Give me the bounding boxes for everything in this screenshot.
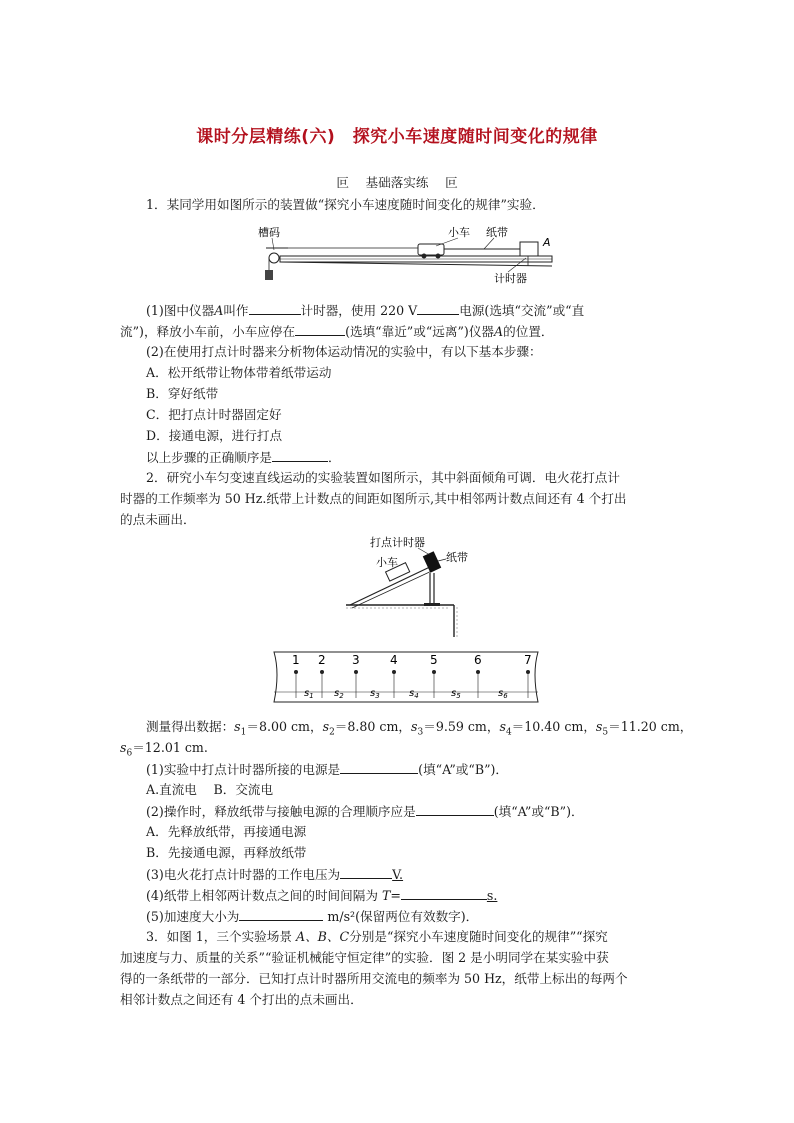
label-tape: 纸带 bbox=[446, 551, 468, 564]
text: (填“A”或“B”)． bbox=[418, 762, 509, 777]
tape-point-label: 6 bbox=[474, 653, 482, 667]
pulley-icon bbox=[269, 253, 279, 263]
text: (5)加速度大小为 bbox=[146, 909, 240, 924]
cart-wheel bbox=[422, 254, 427, 259]
q1-part1-line1 bbox=[146, 300, 584, 321]
subscript: 2 bbox=[329, 727, 335, 738]
leader-line bbox=[436, 238, 458, 246]
answer-blank[interactable] bbox=[417, 300, 459, 315]
q2-part1 bbox=[146, 759, 508, 780]
weight-icon bbox=[265, 270, 273, 280]
text: 测量得出数据： bbox=[146, 719, 235, 734]
text: A bbox=[494, 324, 504, 339]
q2-part2 bbox=[146, 801, 584, 822]
label-timer: 打点计时器 bbox=[370, 536, 425, 549]
leader-line bbox=[484, 238, 494, 249]
text: 流”)，释放小车前，小车应停在 bbox=[120, 324, 296, 339]
subscript: 3 bbox=[417, 727, 424, 738]
label-a: A bbox=[543, 236, 551, 249]
q3-line1 bbox=[146, 927, 608, 947]
text: s. bbox=[486, 888, 498, 903]
s-letter: s bbox=[411, 719, 418, 734]
cart-icon bbox=[418, 244, 444, 255]
tape-point-label: 2 bbox=[318, 653, 326, 667]
answer-blank[interactable] bbox=[249, 300, 301, 315]
q2-part5 bbox=[146, 906, 478, 927]
track-base bbox=[280, 262, 552, 266]
q2-part2-option-a: A．先释放纸带，再接通电源 bbox=[146, 824, 307, 839]
q2-part2-option-b: B．先接通电源，再释放纸带 bbox=[146, 845, 307, 860]
answer-blank[interactable] bbox=[340, 759, 418, 774]
subscript: 5 bbox=[602, 727, 609, 738]
text: (填“A”或“B”)． bbox=[493, 804, 584, 819]
q1-figure bbox=[258, 218, 563, 286]
tape-point bbox=[354, 670, 358, 674]
tape-point bbox=[476, 670, 480, 674]
q2-part1-options: A.直流电 B．交流电 bbox=[146, 782, 274, 797]
q2-incline-figure bbox=[338, 533, 478, 643]
label-cart: 小车 bbox=[376, 556, 398, 569]
answer-blank[interactable] bbox=[416, 801, 494, 816]
answer-blank[interactable] bbox=[295, 321, 345, 336]
text: (3)电火花打点计时器的工作电压为 bbox=[146, 867, 341, 882]
segment-label: $s_3$ bbox=[370, 688, 380, 700]
subscript: 1 bbox=[240, 727, 247, 738]
segment-label: $s_5$ bbox=[451, 688, 461, 700]
text: (2)操作时，释放纸带与接触电源的合理顺序应是 bbox=[146, 804, 416, 819]
s-letter: s bbox=[595, 719, 603, 734]
text: 电源(选填“交流”或“直 bbox=[459, 303, 585, 318]
q2-stem-3: 的点未画出． bbox=[120, 512, 196, 527]
text: T bbox=[381, 888, 391, 903]
answer-blank[interactable] bbox=[239, 906, 323, 921]
q2-tape-figure bbox=[270, 648, 542, 706]
text: A、B、C bbox=[295, 929, 350, 944]
tape-point bbox=[392, 670, 396, 674]
answer-blank[interactable] bbox=[272, 447, 328, 462]
support-base bbox=[424, 603, 440, 606]
tape-point bbox=[320, 670, 324, 674]
page-title: 课时分层精练(六) 探究小车速度随时间变化的规律 bbox=[196, 127, 598, 147]
s-letter: s bbox=[322, 719, 330, 734]
segment-label: $s_1$ bbox=[304, 688, 314, 700]
measurement: ＝10.40 cm， bbox=[511, 719, 596, 734]
s-letter: s bbox=[499, 719, 506, 734]
q1-order bbox=[146, 447, 341, 468]
section-mark: 叵 bbox=[445, 175, 458, 190]
text: (1)实验中打点计时器所接的电源是 bbox=[146, 762, 341, 777]
segment-label: $s_2$ bbox=[334, 688, 344, 700]
text: ． bbox=[327, 450, 341, 465]
segment-label: $s_4$ bbox=[409, 688, 419, 700]
text: 叫作 bbox=[223, 303, 249, 318]
leader-line bbox=[418, 548, 430, 555]
q2-stem-2: 时器的工作频率为 50 Hz.纸带上计数点的间距如图所示,其中相邻两计数点间还有 4 个打出 bbox=[120, 491, 627, 506]
tape-point bbox=[526, 670, 530, 674]
text: (选填“靠近”或“远离”)仪器 bbox=[345, 324, 495, 339]
step-c: C．把打点计时器固定好 bbox=[146, 407, 282, 422]
q2-part3 bbox=[146, 864, 403, 885]
tape-point-label: 5 bbox=[430, 653, 438, 667]
tape-point bbox=[432, 670, 436, 674]
subscript: 6 bbox=[126, 748, 133, 759]
q3-line2: 加速度与力、质量的关系”“验证机械能守恒定律”的实验．图 2 是小明同学在某实验中获 bbox=[120, 950, 609, 965]
q3-line4: 相邻计数点之间还有 4 个打出的点未画出． bbox=[120, 992, 363, 1007]
answer-blank[interactable] bbox=[340, 864, 392, 879]
text: 3．如图 1，三个实验场景 bbox=[146, 929, 296, 944]
label-timer: 计时器 bbox=[494, 272, 527, 285]
text: 的位置． bbox=[503, 324, 554, 339]
text: A bbox=[214, 303, 224, 318]
tape-point-label: 1 bbox=[292, 653, 300, 667]
measurement: ＝11.20 cm， bbox=[608, 719, 693, 734]
paper-tape bbox=[438, 559, 446, 561]
s-letter: s bbox=[234, 719, 241, 734]
label-tape: 纸带 bbox=[486, 226, 508, 239]
text: V. bbox=[392, 867, 404, 882]
section-title: 基础落实练 bbox=[348, 175, 446, 190]
tape-point bbox=[294, 670, 298, 674]
answer-blank[interactable] bbox=[401, 885, 487, 900]
q2-data-line1 bbox=[146, 717, 692, 743]
step-d: D．接通电源，进行打点 bbox=[146, 428, 283, 443]
text: 以上步骤的正确顺序是 bbox=[146, 450, 272, 465]
q2-part4 bbox=[146, 885, 497, 906]
label-weight: 槽码 bbox=[258, 226, 280, 239]
measurement: ＝8.80 cm， bbox=[334, 719, 412, 734]
timer-icon bbox=[520, 242, 538, 256]
text: 计时器，使用 220 V bbox=[300, 303, 418, 318]
tape-point-label: 7 bbox=[524, 653, 532, 667]
q1-stem: 1．某同学用如图所示的装置做“探究小车速度随时间变化的规律”实验． bbox=[146, 197, 545, 212]
measurement: ＝8.00 cm， bbox=[246, 719, 323, 734]
q1-part2: (2)在使用打点计时器来分析物体运动情况的实验中，有以下基本步骤： bbox=[146, 344, 542, 359]
text: = bbox=[390, 888, 401, 903]
label-cart: 小车 bbox=[448, 226, 470, 239]
q3-line3: 得的一条纸带的一部分．已知打点计时器所用交流电的频率为 50 Hz，纸带上标出的每两个 bbox=[120, 971, 628, 986]
text: (4)纸带上相邻两计数点之间的时间间隔为 bbox=[146, 888, 382, 903]
subscript: 4 bbox=[505, 727, 512, 738]
section-mark: 叵 bbox=[336, 175, 349, 190]
q2-stem-1: 2．研究小车匀变速直线运动的实验装置如图所示，其中斜面倾角可调．电火花打点计 bbox=[146, 470, 620, 485]
measurement: ＝12.01 cm. bbox=[132, 740, 208, 755]
section-heading bbox=[0, 173, 794, 193]
s-letter: s bbox=[120, 740, 127, 755]
cart-wheel bbox=[436, 254, 441, 259]
segment-label: $s_6$ bbox=[498, 688, 508, 700]
step-b: B．穿好纸带 bbox=[146, 386, 219, 401]
measurement: ＝9.59 cm， bbox=[423, 719, 500, 734]
q1-part1-line2 bbox=[120, 321, 554, 342]
text: m/s²(保留两位有效数字)． bbox=[323, 909, 479, 924]
text: 分别是“探究小车速度随时间变化的规律”“探究 bbox=[349, 929, 608, 944]
tape-point-label: 4 bbox=[390, 653, 398, 667]
step-a: A．松开纸带让物体带着纸带运动 bbox=[146, 365, 332, 380]
text: (1)图中仪器 bbox=[146, 303, 215, 318]
tape-point-label: 3 bbox=[352, 653, 360, 667]
